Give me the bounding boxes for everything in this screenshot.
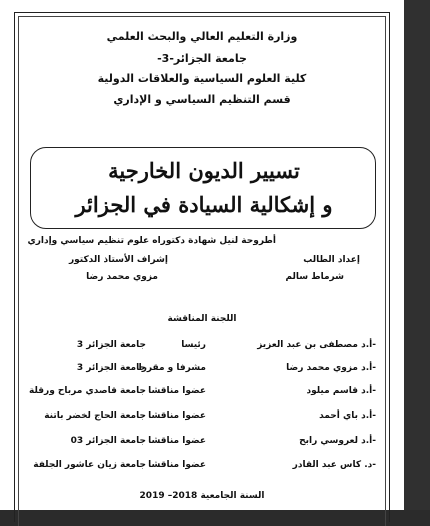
title-line-2: و إشكالية السيادة في الجزائر xyxy=(75,192,333,217)
supervisor-label: إشراف الأستاذ الدكتور xyxy=(68,255,168,265)
member-role: رئيسا xyxy=(181,340,206,350)
member-university: جامعة الحاج لخضر باتنة xyxy=(44,411,146,421)
member-university: جامعة قاصدي مرباح ورقلة xyxy=(28,386,146,396)
member-name: -أ.د لعروسي رابح xyxy=(299,436,376,446)
committee-row xyxy=(28,386,376,400)
member-role: مشرفا و مقررا xyxy=(138,363,206,373)
title-line-1: تسيير الديون الخارجية xyxy=(108,158,300,183)
member-role: عضوا مناقشا xyxy=(148,460,206,470)
department-name: قسم التنظيم السياسي و الإداري xyxy=(113,93,291,106)
student-name: شرماط سالم xyxy=(285,272,344,282)
member-university: جامعة الجزائر 03 xyxy=(70,436,146,446)
member-name: -أ.د قاسم ميلود xyxy=(306,386,376,396)
committee-row xyxy=(40,436,376,450)
academic-year: السنة الجامعية 2018– 2019 xyxy=(139,491,265,501)
member-role: عضوا مناقشا xyxy=(148,411,206,421)
faculty-name: كلية العلوم السياسية والعلاقات الدولية xyxy=(97,72,307,85)
member-university: جامعة زيان عاشور الجلفة xyxy=(33,460,146,470)
member-name: -د. كاس عبد القادر xyxy=(292,460,376,470)
member-role: عضوا مناقشا xyxy=(148,386,206,396)
university-name: جامعة الجزائر-3- xyxy=(157,52,247,65)
committee-row xyxy=(40,340,376,354)
committee-row xyxy=(40,363,376,377)
ministry-name: وزارة التعليم العالي والبحث العلمي xyxy=(106,30,298,43)
member-name: -أ.د مصطفى بن عبد العزيز xyxy=(257,340,376,350)
member-role: عضوا مناقشا xyxy=(148,436,206,446)
member-name: -أ.د مزوي محمد رضا xyxy=(286,363,376,373)
title-box xyxy=(30,147,376,229)
member-university: جامعة الجزائر 3 xyxy=(76,363,146,373)
committee-row xyxy=(40,411,376,425)
committee-heading: اللجنة المناقشة xyxy=(167,314,237,324)
student-label: إعداد الطالب xyxy=(303,255,360,265)
viewer-background-edge xyxy=(404,0,430,510)
committee-row xyxy=(33,460,376,474)
member-name: -أ.د باي أحمد xyxy=(319,411,376,421)
thesis-note: أطروحة لنيل شهادة دكتوراه علوم تنظيم سياسي وإداري xyxy=(27,236,276,246)
supervisor-name: مزوي محمد رضا xyxy=(86,272,158,282)
member-university: جامعة الجزائر 3 xyxy=(76,340,146,350)
